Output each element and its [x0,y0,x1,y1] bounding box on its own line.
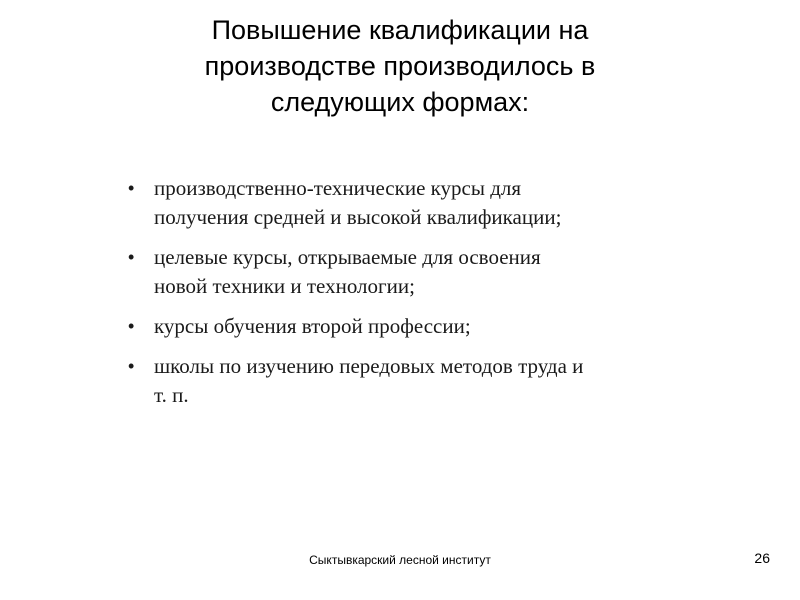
bullet-text-line: т. п. [154,383,189,407]
bullet-item [122,174,722,232]
bullet-text-line: получения средней и высокой квалификации; [154,205,562,229]
bullet-item [122,312,722,341]
page-number: 26 [754,550,770,566]
bullet-marker: • [128,178,135,198]
slide-title-line: следующих формах: [270,87,530,117]
bullet-text-line: целевые курсы, открываемые для освоения [154,245,541,269]
bullet-item [122,352,722,410]
slide-title [180,12,620,120]
bullet-marker: • [128,316,135,336]
bullet-text-line: производственно-технические курсы для [154,176,522,200]
bullet-marker: • [128,356,135,376]
bullet-text-line: курсы обучения второй профессии; [154,314,471,338]
bullet-marker: • [128,247,135,267]
footer-institute: Сыктывкарский лесной институт [309,553,491,567]
bullet-list [122,174,722,421]
bullet-text-line: школы по изучению передовых методов труда и [154,354,584,378]
slide-title-line: производстве производилось в [204,51,596,81]
bullet-text-line: новой техники и технологии; [154,274,415,298]
slide-title-line: Повышение квалификации на [211,15,589,45]
bullet-item [122,243,722,301]
